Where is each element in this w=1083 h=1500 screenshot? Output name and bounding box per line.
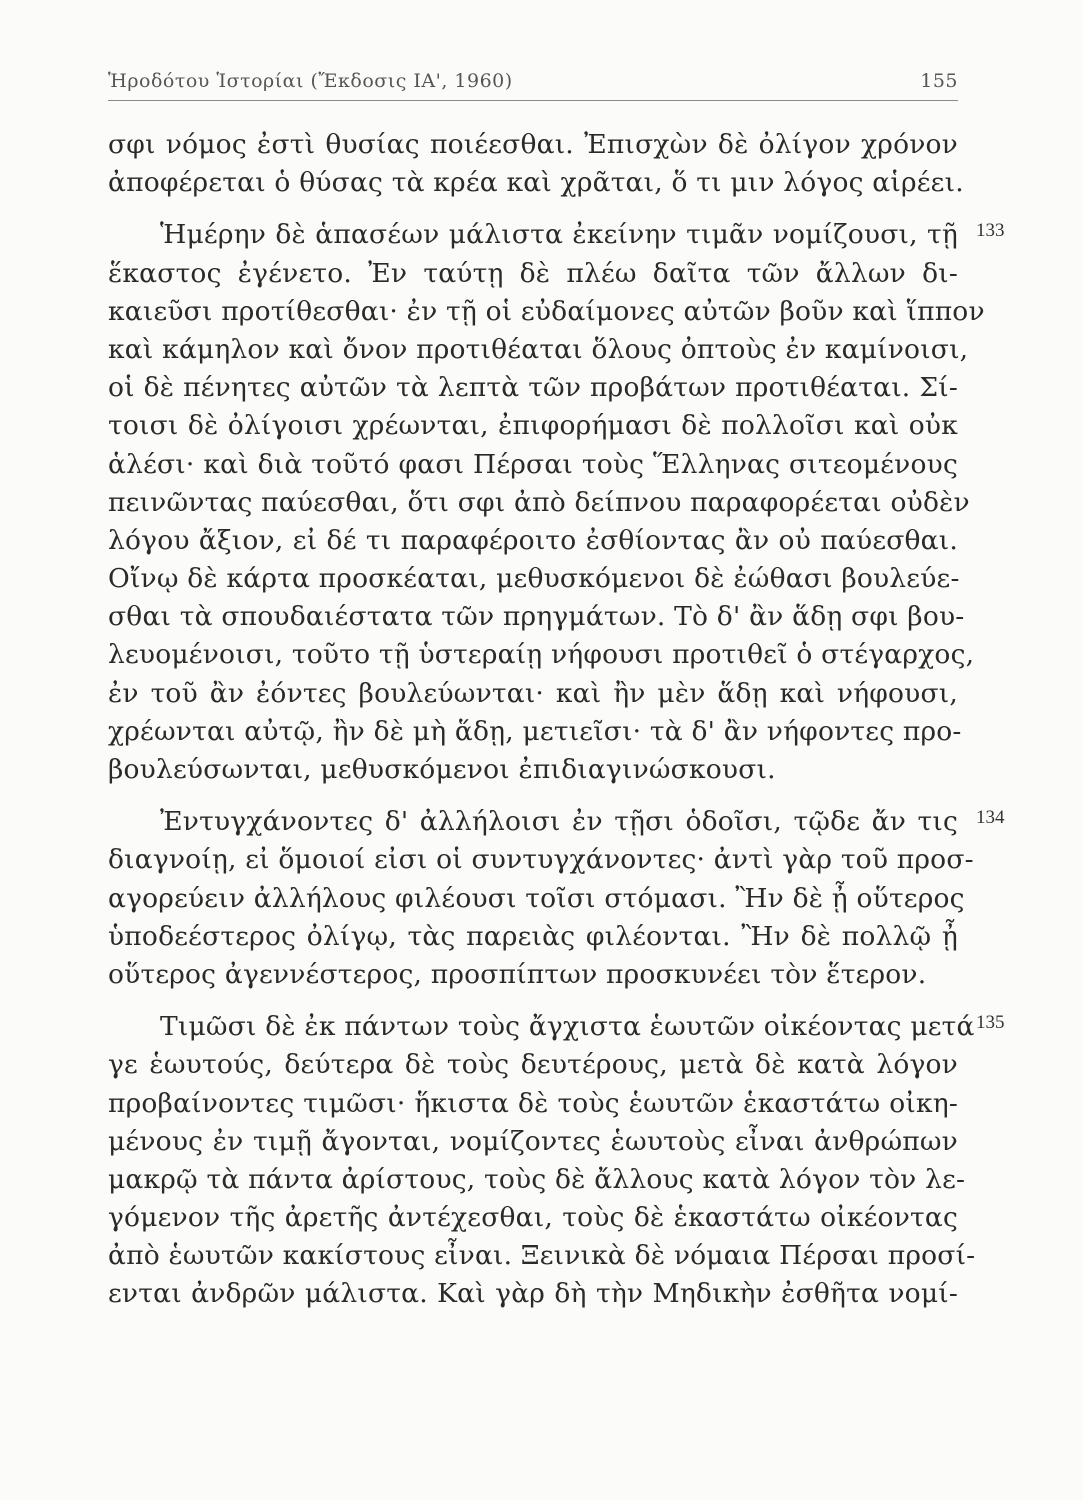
text-line: Ἡμέρην δὲ ἁπασέων μάλιστα ἐκείνην τιμᾶν νομίζουσι, τῇ bbox=[160, 219, 958, 251]
section-number: 135 bbox=[976, 1012, 1005, 1034]
text-line: σφι νόμος ἐστὶ θυσίας ποιέεσθαι. Ἐπισχὼν δὲ ὀλίγον χρόνον bbox=[108, 129, 958, 160]
text-line: μακρῷ τὰ πάντα ἀρίστους, τοὺς δὲ ἄλλους κατὰ λόγον τὸν λε- bbox=[108, 1163, 966, 1195]
text-line: ὑποδεέστερος ὀλίγῳ, τὰς παρειὰς φιλέονται. Ἢν δὲ πολλῷ ᾖ bbox=[108, 920, 958, 952]
text-line: οὕτερος ἀγεννέστερος, προσπίπτων προσκυνέει τὸν ἕτερον. bbox=[108, 958, 927, 990]
paragraph-continuation bbox=[108, 126, 964, 202]
text-line: αγορεύειν ἀλλήλους φιλέουσι τοῖσι στόμασι. Ἢν δὲ ᾖ οὕτερος bbox=[108, 882, 965, 914]
text-line: ἀποφέρεται ὁ θύσας τὰ κρέα καὶ χρᾶται, ὅ τι μιν λόγος αἱρέει. bbox=[108, 167, 964, 199]
text-line: Ἐντυγχάνοντες δ' ἀλλήλοισι ἐν τῇσι ὁδοῖσι, τῷδε ἄν τις bbox=[160, 806, 958, 838]
text-body bbox=[108, 126, 1005, 1314]
text-line: προβαίνοντες τιμῶσι· ἥκιστα δὲ τοὺς ἑωυτῶν ἑκαστάτω οἰκη- bbox=[108, 1087, 958, 1119]
text-line: γε ἑωυτούς, δεύτερα δὲ τοὺς δευτέρους, μετὰ δὲ κατὰ λόγον bbox=[108, 1049, 958, 1081]
text-line: γόμενον τῆς ἀρετῆς ἀντέχεσθαι, τοὺς δὲ ἑκαστάτω οἰκέοντας bbox=[108, 1202, 958, 1234]
text-line: ἀπὸ ἑωυτῶν κακίστους εἶναι. Ξεινικὰ δὲ νόμαια Πέρσαι προσί- bbox=[108, 1240, 976, 1272]
running-title: Ἡροδότου Ἱστορίαι (Ἔκδοσις ΙΑ', 1960) bbox=[108, 70, 513, 92]
text-line: διαγνοίῃ, εἰ ὅμοιοί εἰσι οἱ συντυγχάνοντες· ἀντὶ γὰρ τοῦ προσ- bbox=[108, 844, 974, 876]
text-line: καὶ κάμηλον καὶ ὄνον προτιθέαται ὅλους ὀπτοὺς ἐν καμίνοισι, bbox=[108, 333, 969, 365]
text-line: λευομένοισι, τοῦτο τῇ ὑστεραίῃ νήφουσι προτιθεῖ ὁ στέγαρχος, bbox=[108, 639, 975, 671]
text-line: χρέωνται αὐτῷ, ἢν δὲ μὴ ἅδῃ, μετιεῖσι· τὰ δ' ἂν νήφοντες προ- bbox=[108, 715, 962, 747]
page-number: 155 bbox=[920, 70, 958, 92]
text-line: ἐν τοῦ ἂν ἐόντες βουλεύωνται· καὶ ἢν μὲν ἅδῃ καὶ νήφουσι, bbox=[108, 677, 958, 709]
text-line: ενται ἀνδρῶν μάλιστα. Καὶ γὰρ δὴ τὴν Μηδικὴν ἐσθῆτα νομί- bbox=[108, 1278, 958, 1310]
text-line: λόγου ἄξιον, εἰ δέ τι παραφέροιτο ἐσθίοντας ἂν οὐ παύεσθαι. bbox=[108, 524, 958, 556]
running-header bbox=[108, 70, 958, 100]
text-line: ἁλέσι· καὶ διὰ τοῦτό φασι Πέρσαι τοὺς Ἕλληνας σιτεομένους bbox=[108, 448, 958, 480]
paragraph-135 bbox=[108, 1008, 1005, 1314]
header-rule bbox=[108, 100, 958, 101]
text-line: καιεῦσι προτίθεσθαι· ἐν τῇ οἱ εὐδαίμονες αὐτῶν βοῦν καὶ ἵππον bbox=[108, 295, 985, 327]
text-line: πεινῶντας παύεσθαι, ὅτι σφι ἀπὸ δείπνου παραφορέεται οὐδὲν bbox=[108, 486, 970, 518]
text-line: βουλεύσωνται, μεθυσκόμενοι ἐπιδιαγινώσκουσι. bbox=[108, 754, 776, 785]
section-number: 134 bbox=[976, 807, 1005, 829]
paragraph-133 bbox=[108, 216, 1005, 789]
paragraph-134 bbox=[108, 803, 1005, 994]
text-line: σθαι τὰ σπουδαιέστατα τῶν πρηγμάτων. Τὸ δ' ἂν ἅδῃ σφι βου- bbox=[108, 601, 965, 633]
text-line: μένους ἐν τιμῇ ἄγονται, νομίζοντες ἑωυτοὺς εἶναι ἀνθρώπων bbox=[108, 1125, 958, 1157]
section-number: 133 bbox=[976, 220, 1005, 242]
text-line: Οἴνῳ δὲ κάρτα προσκέαται, μεθυσκόμενοι δὲ ἐώθασι βουλεύε- bbox=[108, 563, 960, 595]
text-line: ἕκαστος ἐγένετο. Ἐν ταύτῃ δὲ πλέω δαῖτα τῶν ἄλλων δι- bbox=[108, 257, 958, 289]
text-line: οἱ δὲ πένητες αὐτῶν τὰ λεπτὰ τῶν προβάτων προτιθέαται. Σί- bbox=[108, 372, 958, 404]
text-line: τοισι δὲ ὀλίγοισι χρέωνται, ἐπιφορήμασι δὲ πολλοῖσι καὶ οὐκ bbox=[108, 410, 958, 442]
text-line: Τιμῶσι δὲ ἐκ πάντων τοὺς ἄγχιστα ἑωυτῶν οἰκέοντας μετά bbox=[160, 1011, 975, 1043]
